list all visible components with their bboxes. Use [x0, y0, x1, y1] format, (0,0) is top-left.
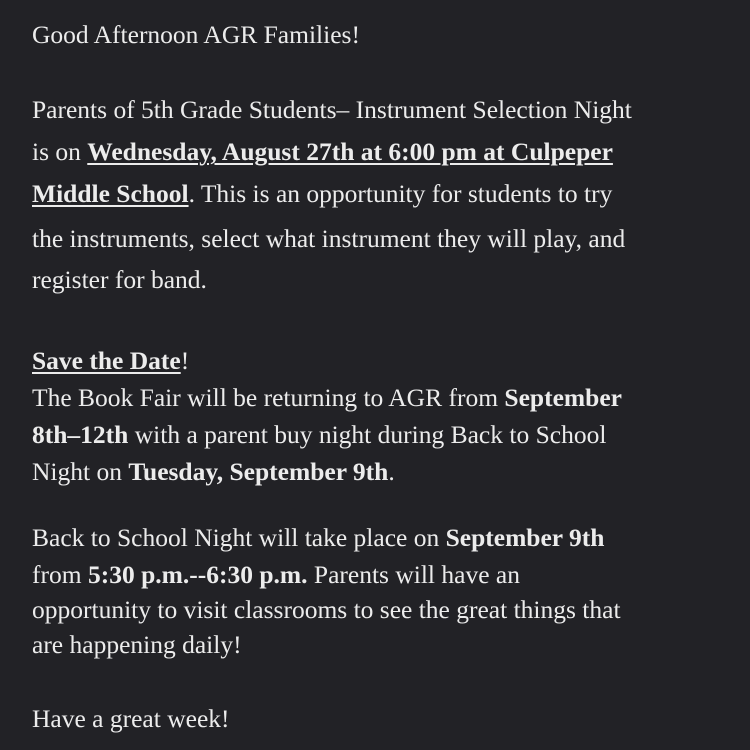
instrument-line-5: register for band. — [32, 265, 207, 294]
back-to-school-line-3: opportunity to visit classrooms to see the great things that — [32, 595, 621, 624]
book-fair-line-1: The Book Fair will be returning to AGR from September — [32, 383, 622, 412]
instrument-line-2: is on Wednesday, August 27th at 6:00 pm at Culpeper — [32, 137, 613, 166]
back-to-school-line-1: Back to School Night will take place on September 9th — [32, 523, 605, 552]
instrument-date-highlight: Wednesday, August 27th at 6:00 pm at Culpeper — [87, 137, 613, 166]
instrument-location-highlight: Middle School — [32, 179, 189, 208]
greeting: Good Afternoon AGR Families! — [32, 20, 360, 49]
back-to-school-line-2: from 5:30 p.m.--6:30 p.m. Parents will have an — [32, 560, 520, 589]
back-to-school-line-4: are happening daily! — [32, 630, 242, 659]
instrument-line-4: the instruments, select what instrument they will play, and — [32, 224, 626, 253]
closing: Have a great week! — [32, 704, 230, 733]
book-fair-line-2: 8th–12th with a parent buy night during Back to School — [32, 420, 607, 449]
book-fair-line-3: Night on Tuesday, September 9th. — [32, 457, 395, 486]
instrument-line-1: Parents of 5th Grade Students– Instrument Selection Night — [32, 95, 632, 124]
instrument-line-3: Middle School. This is an opportunity for students to try — [32, 179, 613, 208]
save-the-date-heading: Save the Date! — [32, 346, 190, 375]
